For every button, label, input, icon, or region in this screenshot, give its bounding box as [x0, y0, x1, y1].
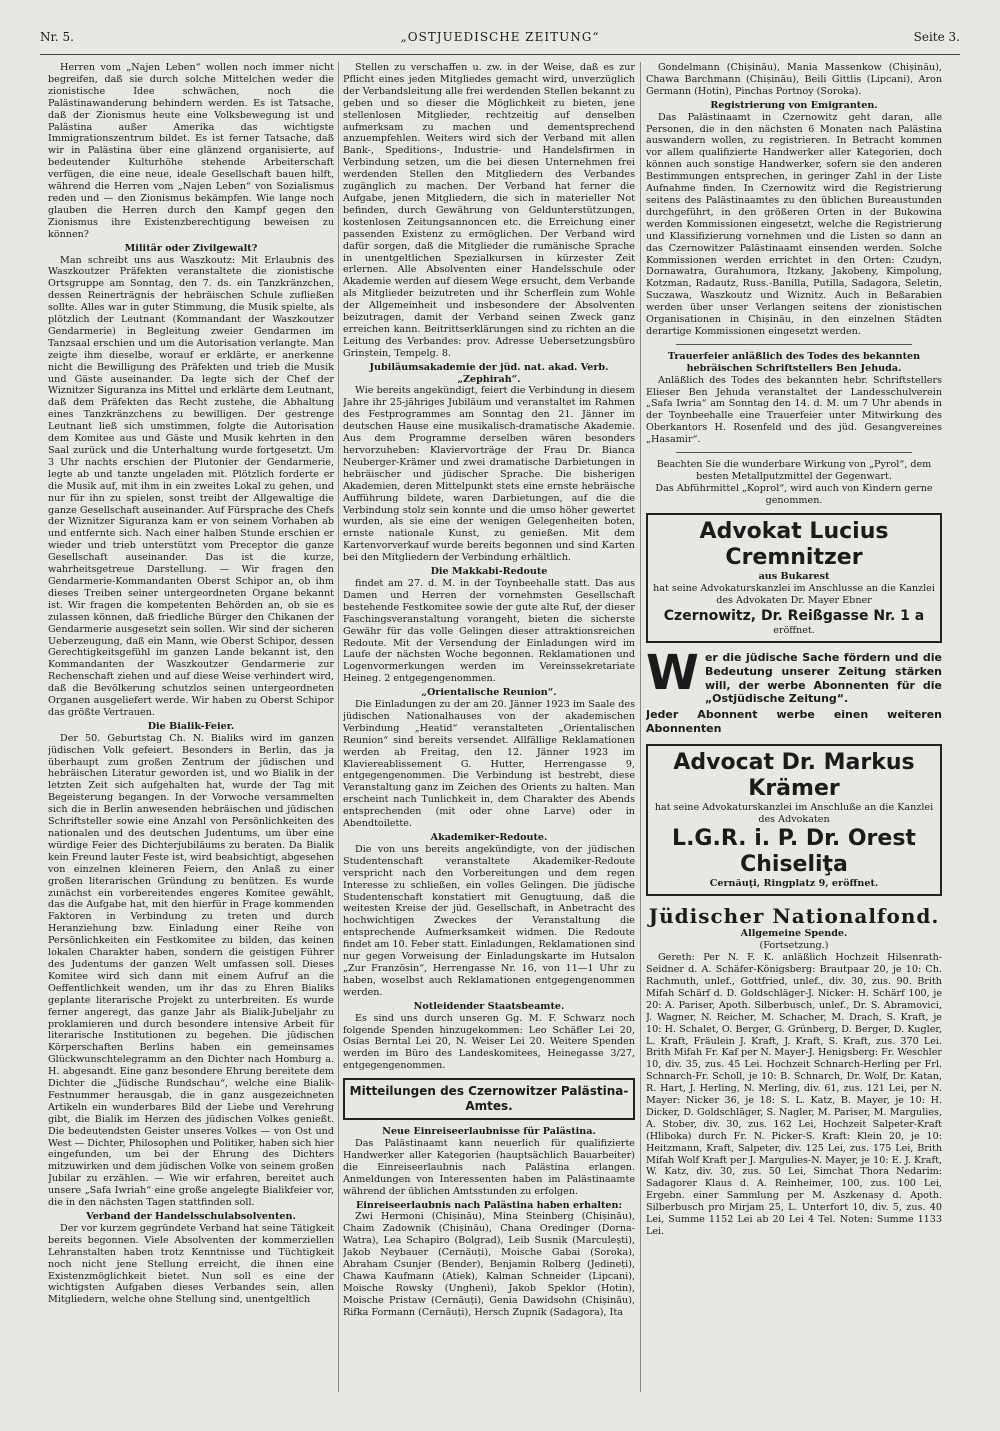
- fond-text: Gereth: Per N. F. K. anläßlich Hochzeit Hilsenrath-Seidner d. A. Schäfer-Königsberg: Brautpaar 20, je 10: Ch. Rachmuth, unlef., Gottfried, unlef., div. 30, zus. 90. Brith Mifah Schärf d. D. Goldschläger-J. Nicker: H. Schärf 100, je 20: A. Pariser, Apoth. Silberbusch, unlef., Dr. S. Abramovici, J. Wagner, N. Reicher, M. Schacher, M. Drach, S. Kraft, je 10: H. Schalet, O. Berger, G. Grünberg, D. Berger, D. Kugler, L. Kraft, Fräulein J. Kraft, J. Kraft, S. Kraft, zus. 370 Lei. Brith Mifah Fr. Kaf per N. Mayer-J. Henigsberg: Fr. Weschler 10, div. 35, zus. 45 Lei. Hochzeit Schnarch-Herling per Frl. Schnarch-Fr. Scholl, je 10: B. Schnarch, Dr. Wolf, Dr. Katan, R. Hart, J. Herling, N. Merling, div. 61, zus. 121 Lei, per N. Mayer: Nicker 36, je 18: S. L. Katz, B. Mayer, je 10: H. Dicker, D. Goldschläger, S. Nagler, M. Pariser, M. Margulies, A. Stober, div. 30, zus. 162 Lei, Hochzeit Salpeter-Kraft (Hliboka) durch Fr. N. Picker-S. Kraft: Klein 20, je 10: Heitzmann, Kraft, Salpeter, div. 125 Lei, zus. 175 Lei, Brith Mifah Wolf Kraft per J. Margulies-N. Mayer, je 10: E. J. Kraft, W. Katz, div. 30, zus. 50 Lei, Simchat Thora Nedarim: Sadagorer Klaus d. A. Reinheimer, 100, zus. 100 Lei, Ergebn. einer Sammlung per M. Aszkenasy d. Apoth. Silberbusch pro Mirjam 25, L. Unterfort 10, div. 5, zus. 40 Lei, Summe 1152 Lei ab 20 Lei 4 Tel. Noten: Summe 1133 Lei.: [646, 952, 942, 1237]
- article-paragraph: Die Einladungen zu der am 20. Jänner 1923 im Saale des jüdischen Nationalhauses von der akademischen Verbindung „Heatid“ veranstalteten „Orientalischen Reunion“ sind bereits versendet. Allfällige Reklamationen werden ab Freitag, den 12. Jänner 1923 im Klaviereablissement G. Hutter, Herrengasse 9, entgegengenommen. Die Verbindung ist bestrebt, diese Veranstaltung ganz im Zeichen des Orients zu halten. Man erscheint nach Tunlichkeit in, dem Charakter des Abends entsprechenden (mit oder ohne Larve) oder in Abendtoilette.: [343, 699, 635, 830]
- ad-name: Advocat Dr. Markus Krämer: [673, 750, 915, 802]
- fond-subtitle: Allgemeine Spende.: [740, 928, 848, 940]
- ad-end: eröffnet.: [773, 624, 815, 636]
- ad-kraemer: [646, 744, 942, 896]
- column-1: [48, 62, 334, 1402]
- article-paragraph: Anläßlich des Todes des bekannten hebr. Schriftstellers Elieser Ben Jehuda veranstaltet der Landesschulverein „Safa Iwria“ am Sonntag den 14. d. M. um 7 Uhr abends in der Toynbeehalle eine Trauerfeier unter Mitwirkung des Oberkantors H. Rosenfeld und des jüd. Gesangvereines „Hasamir“.: [646, 374, 942, 446]
- article-heading: Die Makkabi-Redoute: [430, 566, 548, 578]
- article-paragraph: Der 50. Geburtstag Ch. N. Bialiks wird im ganzen jüdischen Volk gefeiert. Besonders in Berlin, das ja überhaupt zum großen Zentrum der jüdischen und hebräischen Literatur geworden ist, und wo Bialik in der letzten Zeit sich aufgehalten hat, wurde der Tag mit Begeisterung begangen. In der Vorwoche versammelten sich die in Berlin anwesenden hebräischen und jüdischen Schriftsteller sowie eine Anzahl von Persönlichkeiten des nationalen und des deutschen Judentums, um über eine würdige Feier des Dichterjubiläums zu beraten. Da Bialik kein Freund lauter Feste ist, wird beabsichtigt, abgesehen von einzelnen kleineren Feiern, den Anlaß zu einer großen literarischen Gründung zu benützen. Es wurde zunächst ein vorbereitendes engeres Komitee gewählt, das die Aufgabe hat, mit den hierfür in Frage kommenden Faktoren in Verbindung zu treten und durch Heranziehung bzw. Einladung einer Reihe von Persönlichkeiten ein Festkomitee zu bilden, das keinen lokalen Charakter haben, sondern die geistigen Führer des Judentums der ganzen Welt umfassen soll. Dieses Komitee wird sich dann mit einem Aufruf an die Oeffentlichkeit wenden, um ihr das zu Ehren Bialiks geplante literarische Projekt zu unterbreiten. Es wurde ferner angeregt, das ganze Jahr als Bialik-Jubeljahr zu proklamieren und durch besondere intensive Arbeit für literarische Institutionen zu begehen. Die jüdischen Körperschaften Berlins haben ein gemeinsames Glückwunschtelegramm an den Dichter nach Homburg a. H. abgesandt. Eine ganz besondere Ehrung bereitete dem Dichter die „Jüdische Rundschau“, welche eine Bialik-Festnummer herausgab, die in ganz ausgezeichneten Artikeln ein wunderbares Bild der Liebe und Verehrung gibt, die Bialik im Herzen des jüdischen Volkes genießt. Die bedeutendsten Geister unseres Volkes — von Ost und West — Dichter, Philosophen und Politiker, haben sich hier eingefunden, um bei der Ehrung des Dichters mitzuwirken und dem jüdischen Volke von seinem großen Jubilar zu erzählen. — Wie wir erfahren, bereitet auch unsere „Safa Iwriah“ eine große angelegte Bialikfeier vor, die in den nächsten Tagen stattfinden soll.: [48, 732, 334, 1209]
- column-divider: [338, 62, 339, 1392]
- article-paragraph: Das Palästinaamt kann neuerlich für qualifizierte Handwerker aller Kategorien (hauptsächlich Bauarbeiter) die Einreiseerlaubnis nach Palästina erlangen. Anmeldungen von Interessenten haben im Palästinaamte während der üblichen Amtsstunden zu erfolgen.: [343, 1138, 635, 1197]
- ad-text: er die jüdische Sache fördern und die Bedeutung unserer Zeitung stärken will, der werbe Abonnenten für die „Ostjüdische Zeitung“.: [704, 650, 942, 706]
- article-paragraph: Herren vom „Najen Leben“ wollen noch immer nicht begreifen, daß sie durch solche Mittelchen weder die zionistische Idee schwächen, noch die Palästinawanderung behindern werden. Es ist Tatsache, daß der Zionismus heute eine Volksbewegung ist und Palästina außer Amerika das wichtigste Immigrationszentrum bildet. Es ist ferner Tatsache, daß wir in Palästina über eine glänzend organisierte, auf bedeutender Kulturhöhe stehende Arbeiterschaft verfügen, die eine neue, ideale Gesellschaft bauen hilft, während die Herren vom „Najen Leben“ von Sozialismus reden und — den Zionismus bekämpfen. Wie lange noch glauben die Herren durch den Kampf gegen den Zionismus ihre Existenzberechtigung beweisen zu können?: [48, 62, 334, 240]
- drop-initial: W: [646, 644, 699, 701]
- article-heading: Neue Einreiseerlaubnisse für Palästina.: [382, 1126, 596, 1138]
- ad-name-2: L.G.R. i. P. Dr. Orest Chiseliţa: [672, 826, 916, 878]
- ad-address: Czernowitz, Dr. Reißgasse Nr. 1 a: [663, 607, 925, 624]
- header-rule: [40, 54, 960, 55]
- article-paragraph: Zwi Hermoni (Chișinău), Mina Steinberg (Chișinău), Chaim Zadownik (Chișinău), Chana Oredinger (Dorna-Watra), Lea Schapiro (Bolgrad), Leib Susnik (Marculești), Jakob Neybauer (Cernăuți), Moische Gabai (Soroka), Abraham Csunjer (Bender), Benjamin Rolberg (Jedineți), Chawa Kaufmann (Atiek), Kalman Schneider (Lipcani), Moische Rowsky (Unghenì), Jakob Speklor (Hotin), Moische Pristaw (Cernăuți), Genia Dawidsohn (Chișinău), Rifka Formann (Cernăuți), Hersch Zupnik (Sadagora), Ita: [343, 1211, 635, 1318]
- article-heading: Notleidender Staatsbeamte.: [413, 1000, 565, 1012]
- ad-address: Cernăuţi, Ringplatz 9, eröffnet.: [709, 878, 879, 890]
- article-heading: Einreiseerlaubnis nach Palästina haben erhalten:: [355, 1199, 623, 1211]
- article-paragraph: Der vor kurzem gegründete Verband hat seine Tätigkeit bereits begonnen. Viele Absolventen der kommerziellen Lehranstalten haben trotz Kenntnisse und Tüchtigkeit noch nicht jene Stellung erreicht, die ihnen eine Existenzmöglichkeit bietet. Nun soll es eine der wichtigsten Aufgaben dieses Verbandes sein, allen Mitgliedern, welche ohne Stellung sind, unentgeltlich: [48, 1222, 334, 1306]
- ad-city: aus Bukarest: [758, 570, 830, 582]
- divider: [676, 452, 912, 453]
- article-paragraph: Es sind uns durch unseren Gg. M. F. Schwarz noch folgende Spenden hinzugekommen: Leo Schäfler Lei 20, Osias Berntal Lei 20, N. Weiser Lei 20. Weitere Spenden werden im Büro des Landeskomitees, Heinegasse 3/27, entgegengenommen.: [343, 1012, 635, 1072]
- page-number: Seite 3.: [913, 30, 960, 44]
- article-heading: Die Bialik-Feier.: [147, 720, 235, 732]
- article-heading: Verband der Handelsschulabsolventen.: [86, 1211, 296, 1222]
- article-paragraph: Stellen zu verschaffen u. zw. in der Weise, daß es zur Pflicht eines jeden Mitgliedes gemacht wird, unverzüglich der Verbandsleitung alle frei werdenden Stellen bekannt zu geben und so dieser die Möglichkeit zu bieten, jene stellenlosen Mitglieder, rechtzeitig auf denselben aufmerksam zu machen und dementsprechend anzuempfehlen. Weiters wird sich der Verband mit allen Bank-, Speditions-, Industrie- und Handelsfirmen in Verbindung setzen, um die bei diesen Unternehmen frei werdenden Stellen den Mitgliedern des Verbandes zugänglich zu machen. Der Verband hat ferner die Aufgabe, jenen Mitgliedern, die sich in materieller Not befinden, durch Gewährung von Geldunterstützungen, kostenlosen Zeitungsannoncen etc. die Erreichung einer passenden Existenz zu ermöglichen. Der Verband wird dafür sorgen, daß die Mitglieder die rumänische Sprache in unentgeltlichen Spezialkursen in kürzester Zeit erlernen. Alle Absolventen einer Handelsschule oder Akademie werden auf diesem Wege ersucht, dem Verbande als Mitglieder beizutreten und ihr Scherflein zum Wohle der Allgemeinheit und insbesondere der Absolventen beizutragen, damit der Verband seinen Zweck ganz erreichen kann. Beitrittserklärungen sind zu richten an die Leitung des Verbandes: prov. Adresse Uebersetzungsbüro Grinștein, Tempelg. 8.: [343, 62, 635, 359]
- ad-text: hat seine Advokaturskanzlei im Anschlusse an die Kanzlei des Advokaten Dr. Mayer Ebner: [653, 582, 935, 606]
- fond-subtitle-2: (Fortsetzung.): [759, 940, 829, 952]
- section-banner: Mitteilungen des Czernowitzer Palästina-Amtes.: [343, 1078, 635, 1120]
- article-heading: Akademiker-Redoute.: [430, 832, 548, 843]
- article-heading: Militär oder Zivilgewalt?: [124, 242, 258, 254]
- article-paragraph: Gondelmann (Chișinău), Mania Massenkow (Chișinău), Chawa Barchmann (Chișinău), Beili Gittlis (Lipcani), Aron Germann (Hotin), Pinchas Portnoy (Soroka).: [646, 62, 942, 97]
- issue-number: Nr. 5.: [40, 30, 74, 44]
- divider: [676, 344, 912, 345]
- ad-subscription: [646, 644, 942, 737]
- column-divider: [640, 62, 641, 1392]
- column-2: [343, 62, 635, 1402]
- fond-title: Jüdischer Nationalfond.: [648, 904, 940, 929]
- ad-pyrol: Beachten Sie die wunderbare Wirkung von „Pyrol“, dem besten Metallputzmittel der Gegenwart.: [656, 459, 932, 482]
- ad-text: hat seine Advokaturskanzlei im Anschluße an die Kanzlei des Advokaten: [654, 802, 934, 826]
- article-paragraph: Die von uns bereits angekündigte, von der jüdischen Studentenschaft veranstaltete Akademiker-Redoute verspricht nach den Vorbereitungen und dem regen Interesse zu schließen, ein volles Gelingen. Die jüdische Studentenschaft konstatiert mit Genugtuung, daß die weitesten Kreise der jüd. Gesellschaft, in Anbetracht des hochwichtigen Zweckes der Veranstaltung die entsprechende Aufmerksamkeit widmen. Die Redoute findet am 10. Feber statt. Einladungen, Reklamationen sind nur gegen Vorweisung der Einladungskarte im Hutsalon „Zur Französin“, Herrengasse Nr. 16, von 11—1 Uhr zu haben, woselbst auch Reklamationen entgegengenommen werden.: [343, 843, 635, 998]
- newspaper-title: „OSTJUEDISCHE ZEITUNG“: [400, 30, 600, 44]
- article-heading: Trauerfeier anläßlich des Todes des bekannten hebräischen Schriftstellers Ben Jehuda.: [667, 350, 921, 374]
- article-paragraph: Man schreibt uns aus Waszkoutz: Mit Erlaubnis des Waszkoutzer Präfekten veranstaltete die zionistische Ortsgruppe am Sonntag, den 7. ds. ein Tanzkränzchen, dessen Reinerträgnis der hebräischen Schule zufließen sollte. Alles war in guter Stimmung, die Musik spielte, als plötzlich der Leutnant (Kommandant der Waszkoutzer Gendarmerie) in Begleitung zweier Gendarmen im Tanzsaal erschien und um die Autorisation verlangte. Man zeigte ihm dieselbe, worauf er erklärte, er anerkenne nicht die Bewilligung des Präfekten und trieb die Musik und Gäste auseinander. Da legte sich der Chef der Wiznitzer Siguranza ins Mittel und erklärte dem Leutnant, daß dem Präfekten das Recht zustehe, die Abhaltung eines Tanzkränzchens zu bewilligen. Der gestrenge Leutnant ließ sich umstimmen, folgte die Autorisation dem Komitee aus und Gäste und Musik kehrten in den Saal zurück und die Unterhaltung wurde fortgesetzt. Um 3 Uhr nachts erschien der Plutonier der Gendarmerie, legte ab und tanzte ungeladen mit. Plötzlich forderte er die Musik auf, mit ihm in ein zweites Lokal zu gehen, und nur für ihn zu spielen, sonst treibt der Allgewaltige die ganze Gesellschaft auseinander. Auf Fürsprache des Chefs der Wiznitzer Siguranza kam er von seinem Vorhaben ab und entfernte sich. Nach einer halben Stunde erschien er wieder und trieb unterstützt vom Preceptor die ganze Gesellschaft auseinander. Das ist die kurze, wahrheitsgetreue Darstellung. — Wir fragen den Gendarmerie-Kommandanten Oberst Schipor an, ob ihm dieses Treiben seiner untergeordneten Organe bekannt ist. Wir fragen die kompetenten Behörden an, ob sie es zulassen können, daß friedliche Bürger den Chikanen der Gendarmerie ausgesetzt sein sollen. Wir sind der sicheren Ueberzeugung, daß ein Mann, wie Oberst Schipor, dessen Gerechtigkeitsgefühl im ganzen Lande bekannt ist, den Kommandanten der Waszkoutzer Gendarmerie zur Rechenschaft ziehen und auf diese Weise verhindert wird, daß die Bevölkerung schutzlos seinen untergeordneten Organen ausgeliefert werde. Wir haben zu Oberst Schipor das größte Vertrauen.: [48, 254, 334, 718]
- ad-cremnitzer: [646, 513, 942, 643]
- article-paragraph: findet am 27. d. M. in der Toynbeehalle statt. Das aus Damen und Herren der vornehmsten Gesellschaft bestehende Festkomitee sowie der gute alte Ruf, der dieser Faschingsveranstaltung vorangeht, bieten die sicherste Gewähr für das volle Gelingen dieser attraktionsreichen Redoute. Mit der Versendung der Einladungen wird im Laufe der nächsten Woche begonnen. Reklamationen und Logenvormerkungen werden im Vereinssekretariate Heineg. 2 entgegengenommen.: [343, 577, 635, 685]
- article-heading: Jubiläumsakademie der jüd. nat. akad. Verb. „Zephirah“.: [369, 361, 609, 385]
- page-header: [40, 30, 960, 48]
- article-heading: Registrierung von Emigranten.: [710, 99, 878, 111]
- article-paragraph: Wie bereits angekündigt, feiert die Verbindung in diesem Jahre ihr 25-jähriges Jubiläum und veranstaltet im Rahmen des Festprogrammes am Sonntag den 21. Jänner im deutschen Hause eine musikalisch-dramatische Akademie. Aus dem Programme derselben wären besonders hervorzuheben: Klaviervorträge der Frau Dr. Bianca Neuberger-Krämer und zwei dramatische Darbietungen in hebräischer und jüdischer Sprache. Die bisherigen Akademien, deren Mittelpunkt stets eine ernste hebräische Aufführung bildete, waren Darbietungen, auf die die Verbindung stolz sein konnte und die umso höher gewertet wurden, als sie eine der wenigen Gelegenheiten boten, ernste nationale Kunst, zu genießen. Mit dem Kartenvorverkauf wurde bereits begonnen und sind Karten bei den Mitgliedern der Verbindung erhältlich.: [343, 385, 635, 564]
- article-paragraph: Das Palästinaamt in Czernowitz geht daran, alle Personen, die in den nächsten 6 Monaten nach Palästina auswandern wollen, zu registrieren. In Betracht kommen vor allem qualifizierte Handwerker aller Kategorien, doch können auch sonstige Handwerker, sofern sie den anderen Bestimmungen entsprechen, in geringer Zahl in der Liste Aufnahme finden. In Czernowitz wird die Registrierung seitens des Palästinaamtes zu den üblichen Bureaustunden durchgeführt, in den größeren Orten in der Bukowina werden Kommissionen eingesetzt, welche die Registrierung und Klassifizierung vornehmen und die Listen so dann an das Czernowitzer Palästinaamt einsenden werden. Solche Kommissionen werden errichtet in den Orten: Czudyn, Dornawatra, Gurahumora, Itzkany, Jakobeny, Kimpolung, Kotzman, Radautz, Russ.-Banilla, Putilla, Sadagora, Seletin, Suczawa, Waszkoutz und Wiznitz. Auch in Beßarabien werden über unser Verlangen seitens der zionistischen Organisationen in Chișinău, in den einzelnen Städten derartige Kommissionen eingesetzt werden.: [646, 111, 942, 337]
- column-3: [646, 62, 942, 1402]
- ad-name: Advokat Lucius Cremnitzer: [699, 518, 889, 570]
- ad-tail: Jeder Abonnent werbe einen weiteren Abonnenten: [646, 708, 942, 736]
- article-heading: „Orientalische Reunion“.: [421, 687, 557, 699]
- ad-koprol: Das Abführmittel „Koprol“, wird auch von Kindern gerne genommen.: [655, 482, 933, 506]
